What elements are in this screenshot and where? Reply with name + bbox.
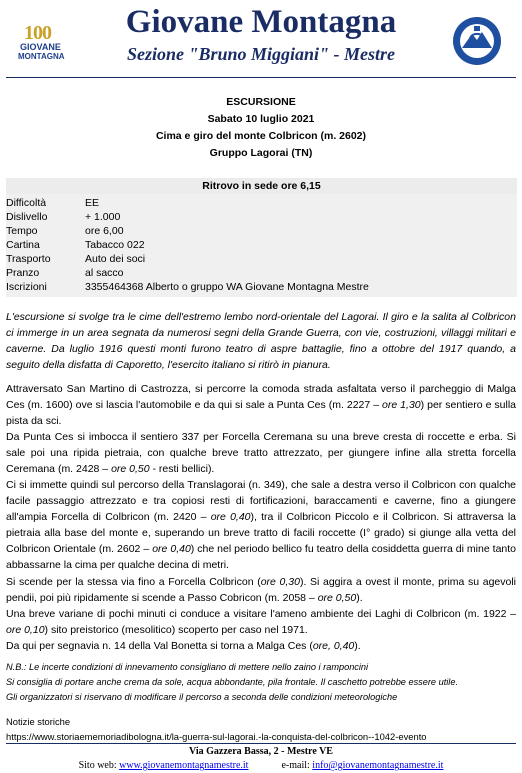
- text-span: ) sito preistorico (mesolitico) scoperto per caso nel 1971.: [44, 624, 308, 636]
- time-span: ore 0,30: [260, 576, 300, 588]
- centenary-logo: [16, 22, 86, 64]
- text-span: ), tra il Colbricon Piccolo e il Colbricon. Si attraversa la pietraia alla base del monte e, superando un breve tratto di facili roccette (I° grado) si giunge alla vetta del Colbricon Orientale (m. 2602 –: [6, 511, 516, 555]
- info-value: 3355464368 Alberto o gruppo WA Giovane Montagna Mestre: [85, 281, 369, 293]
- email-label: e-mail:: [281, 760, 313, 771]
- text-span: Una breve variane di pochi minuti ci conduce a visitare l'ameno ambiente dei Laghi di Colbricon (m. 1922 –: [6, 608, 516, 620]
- footer-links: [0, 759, 522, 773]
- event-name: Cima e giro del monte Colbricon (m. 2602): [155, 130, 367, 142]
- site-label: Sito web:: [78, 760, 120, 771]
- text-span: ).: [356, 592, 363, 604]
- note-line: Si consiglia di portare anche crema da sole, acqua abbondante, pila frontale. Il caschetto potrebbe essere utile.: [6, 677, 458, 687]
- text-span: ) che nel periodo bellico fu teatro della cosiddetta guerra di mine tanto abbassarne la cima per qualche decina di metri.: [6, 543, 517, 571]
- note-line: N.B.: Le incerte condizioni di innevamento consigliano di mettere nello zaino i ramponcini: [6, 662, 369, 672]
- info-key: Iscrizioni: [6, 281, 47, 293]
- info-value: Auto dei soci: [85, 253, 146, 265]
- text-span: Si scende per la stessa via fino a Forcella Colbricon (: [6, 576, 261, 588]
- footer-rule: [6, 743, 516, 744]
- text-span: ). Si aggira a ovest il monte, prima su agevoli pendii, poi più ripidamente si scende a Passo Cobricon (m. 2058 –: [6, 576, 517, 604]
- info-key: Trasporto: [6, 253, 51, 265]
- info-key: Difficoltà: [6, 197, 47, 209]
- descent-paragraph: [6, 574, 516, 606]
- info-value: EE: [85, 197, 100, 209]
- time-span: ore 0,10: [6, 624, 45, 636]
- route-paragraph: [6, 477, 516, 573]
- logo-line-1: GIOVANE: [20, 42, 61, 52]
- time-span: ore 0,50: [111, 463, 150, 475]
- text-span: ) per sentiero e sulla pista da sci.: [6, 399, 516, 427]
- email-link[interactable]: info@giovanemontagnamestre.it: [312, 760, 444, 771]
- logo-number: 100: [24, 22, 51, 44]
- event-date: Sabato 10 luglio 2021: [207, 113, 315, 125]
- info-key: Dislivello: [6, 211, 48, 223]
- route-paragraph: [6, 381, 516, 429]
- header: [0, 0, 522, 78]
- descent-description: [6, 574, 516, 654]
- info-value: al sacco: [85, 267, 124, 279]
- website-link[interactable]: www.giovanemontagnamestre.it: [119, 760, 249, 771]
- time-span: ore 0,40: [210, 511, 251, 523]
- logo-line-2: MONTAGNA: [18, 52, 65, 61]
- text-span: Attraversato San Martino di Castrozza, si percorre la comoda strada asfaltata verso il parcheggio di Malga Ces (m. 1600) ove si lascia l'automobile e da qui si sale a Punta Ces (m. 2227 –: [6, 383, 516, 411]
- header-rule: [6, 77, 516, 78]
- text-span: ).: [354, 640, 361, 652]
- footer: [0, 745, 522, 773]
- info-key: Pranzo: [6, 267, 40, 279]
- time-span: ore 0,50: [317, 592, 357, 604]
- info-key: Cartina: [6, 239, 40, 251]
- info-table: [6, 194, 517, 297]
- time-span: ore 0,40: [152, 543, 191, 555]
- footer-address: Via Gazzera Bassa, 2 - Mestre VE: [189, 746, 333, 757]
- event-heading: [0, 94, 522, 162]
- historical-notes: [6, 714, 516, 744]
- time-span: ore 1,30: [382, 399, 421, 411]
- text-span: - resti bellici).: [149, 463, 215, 475]
- text-span: Da qui per segnavia n. 14 della Val Bonetta si torna a Malga Ces (: [6, 640, 313, 652]
- page-title: Giovane Montagna: [125, 4, 397, 40]
- text-span: Ci si immette quindi sul percorso della Translagorai (n. 349), che sale a destra verso il Colbricon con qualche facile passaggio attrezzato e tra copiosi resti di fortificazioni, baraccamenti e caverne, fino a giungere all'ampia Forcella di Colbricon (m. 2420 –: [6, 479, 516, 523]
- info-value: ore 6,00: [85, 225, 124, 237]
- event-type: ESCURSIONE: [226, 96, 296, 108]
- info-value: Tabacco 022: [85, 239, 145, 251]
- route-paragraph: [6, 429, 516, 477]
- text-span: Da Punta Ces si imbocca il sentiero 337 per Forcella Ceremana su una breve cresta di roccette e erba. Si sale poi una ripida pietraia, con qualche breve tratto attrezzato, per giungere infine alla stretta forcella Ceremana (m. 2428 –: [6, 431, 516, 475]
- info-value: + 1.000: [85, 211, 121, 223]
- route-description: [6, 381, 516, 573]
- intro-paragraph: L'escursione si svolge tra le cime dell'estremo lembo nord-orientale del Lagorai. Il giro e la salita al Colbricon ci immerge in un area segnata da numerosi segni della Grande Guerra, con vie, costruzioni, villaggi militari e caverne. Da luglio 1916 questi monti furono teatro di aspre battaglie, fino a ottobre del 1917 quando, a seguito della disfatta di Caporetto, l'esercito italiano si ritirò in pianura.: [6, 311, 516, 371]
- descent-paragraph: [6, 606, 516, 638]
- notes-block: [6, 660, 516, 705]
- historical-label: Notizie storiche: [6, 716, 71, 727]
- page-subtitle: Sezione "Bruno Miggiani" - Mestre: [126, 44, 396, 64]
- historical-url[interactable]: https://www.storiaememoriadibologna.it/la-guerra-sul-lagorai.-la-conquista-del-colbricon--1042-evento: [6, 731, 427, 742]
- info-key: Tempo: [6, 225, 38, 237]
- note-line: Gli organizzatori si riservano di modificare il percorso a seconda delle condizioni meteorologiche: [6, 692, 398, 702]
- ritrovo-banner: Ritrovo in sede ore 6,15: [6, 178, 517, 195]
- descent-paragraph: [6, 638, 516, 654]
- seal-logo-icon: [452, 16, 502, 66]
- time-span: ore, 0,40: [312, 640, 355, 652]
- event-group: Gruppo Lagorai (TN): [209, 147, 313, 159]
